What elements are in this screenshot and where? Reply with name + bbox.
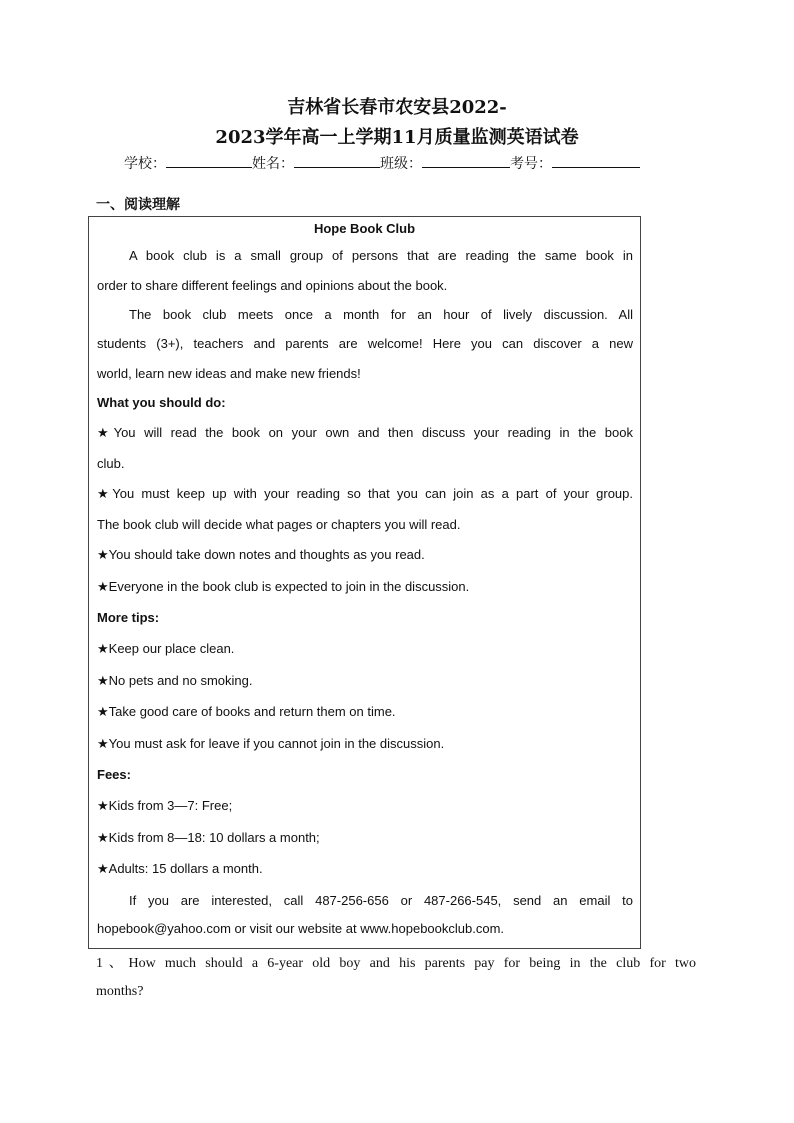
exam-title-line1: 吉林省长春市农安县2022- <box>287 97 507 118</box>
passage-line: The book club will decide what pages or chapters you will read. <box>97 517 461 532</box>
number-label: 考号： <box>510 156 552 172</box>
passage-line: hopebook@yahoo.com or visit our website at www.hopebookclub.com. <box>97 921 505 936</box>
name-label: 姓名： <box>252 156 294 172</box>
number-blank[interactable] <box>552 153 640 168</box>
passage-line: ★Take good care of books and return them on time. <box>97 704 396 719</box>
question-1-line1: 1、How much should a 6-year old boy and his parents pay for being in the club for two <box>96 956 696 971</box>
student-info-row <box>124 153 640 174</box>
name-blank[interactable] <box>294 153 380 168</box>
passage-line: The book club meets once a month for an hour of lively discussion. All <box>129 307 633 322</box>
passage-line: If you are interested, call 487-256-656 or 487-266-545, send an email to <box>129 893 633 908</box>
passage-line: ★Kids from 3—7: Free; <box>97 798 233 813</box>
passage-line: ★Keep our place clean. <box>97 641 235 656</box>
passage-line: ★You must keep up with your reading so that you can join as a part of your group. <box>97 486 633 501</box>
class-blank[interactable] <box>422 153 510 168</box>
fees-heading: Fees: <box>97 767 131 782</box>
passage-line: A book club is a small group of persons that are reading the same book in <box>129 248 633 263</box>
passage-line: ★Adults: 15 dollars a month. <box>97 861 263 876</box>
passage-line: ★Kids from 8—18: 10 dollars a month; <box>97 830 320 845</box>
school-label: 学校： <box>124 156 166 172</box>
passage-line: ★You must ask for leave if you cannot join in the discussion. <box>97 736 445 751</box>
passage-box <box>88 216 641 949</box>
passage-title: Hope Book Club <box>313 221 416 236</box>
passage-line: ★You will read the book on your own and then discuss your reading in the book <box>97 425 633 440</box>
passage-line: ★Everyone in the book club is expected to join in the discussion. <box>97 579 470 594</box>
question-1-line2: months? <box>96 984 144 999</box>
class-label: 班级： <box>380 156 422 172</box>
section-heading: 一、阅读理解 <box>96 197 180 213</box>
passage-line: world, learn new ideas and make new friends! <box>97 366 361 381</box>
passage-line: ★No pets and no smoking. <box>97 673 253 688</box>
school-blank[interactable] <box>166 153 252 168</box>
passage-line: students (3+), teachers and parents are welcome! Here you can discover a new <box>97 336 633 351</box>
passage-line: order to share different feelings and opinions about the book. <box>97 278 448 293</box>
do-heading: What you should do: <box>97 395 226 410</box>
exam-title-line2: 2023学年高一上学期11月质量监测英语试卷 <box>215 127 579 148</box>
passage-line: club. <box>97 456 125 471</box>
tips-heading: More tips: <box>97 610 160 625</box>
passage-line: ★You should take down notes and thoughts as you read. <box>97 547 425 562</box>
